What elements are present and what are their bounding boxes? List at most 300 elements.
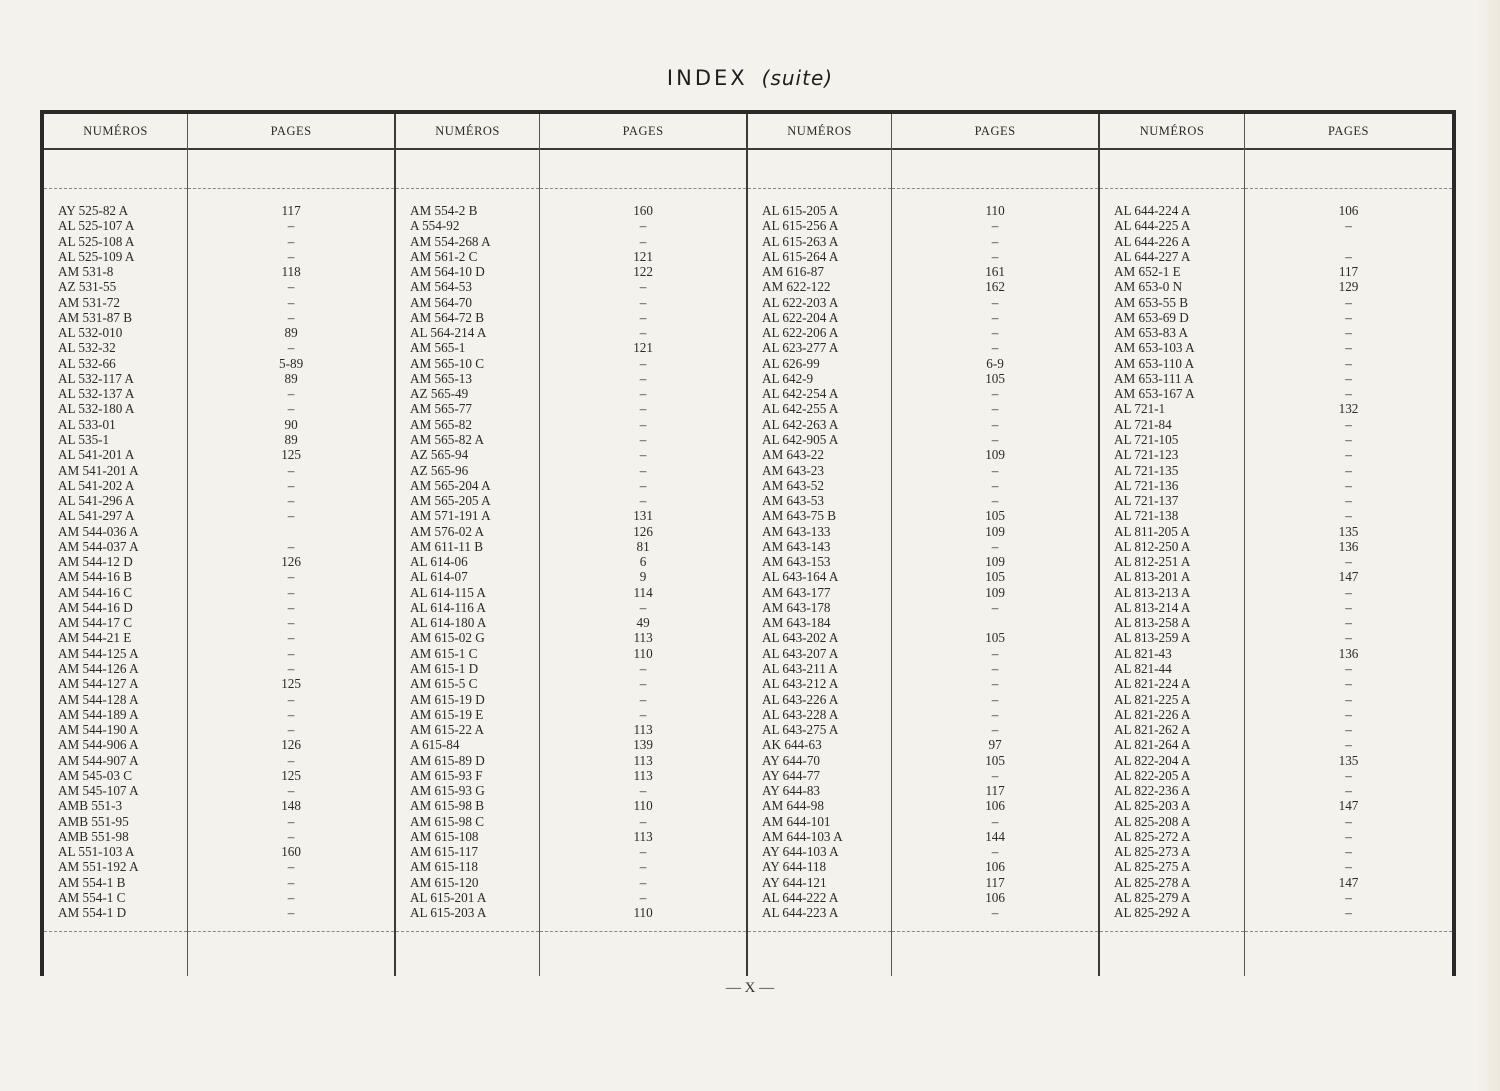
index-page-ref: – — [991, 233, 999, 249]
index-number: AL 551-103 A — [58, 844, 135, 860]
pages-list-1 — [188, 189, 394, 920]
index-number: AL 721-1 — [1114, 401, 1166, 417]
index-page-ref: – — [1345, 325, 1352, 341]
index-page-ref: 89 — [284, 370, 298, 386]
index-number: AM 544-906 A — [58, 737, 139, 753]
index-number: AM 615-98 C — [410, 813, 484, 829]
index-number: AM 643-133 — [762, 523, 831, 539]
title-suffix: (suite) — [761, 66, 834, 90]
index-page-ref: 147 — [1338, 569, 1359, 585]
index-number: AM 544-125 A — [58, 645, 139, 661]
index-number: AZ 565-96 — [410, 462, 469, 478]
index-number: AM 643-52 — [762, 477, 824, 493]
index-page-ref: – — [639, 279, 647, 295]
index-page-ref: 135 — [1338, 752, 1359, 768]
index-page-ref: – — [1345, 554, 1352, 570]
index-number: AL 825-275 A — [1114, 859, 1191, 875]
index-number: AL 821-44 — [1114, 660, 1172, 676]
index-number: AM 544-189 A — [58, 706, 139, 722]
index-page-ref: – — [1345, 386, 1352, 402]
index-number: AL 623-277 A — [762, 340, 839, 356]
index-number: AL 721-84 — [1114, 416, 1172, 432]
index-number: AM 643-153 — [762, 554, 831, 570]
index-page-ref: 49 — [636, 615, 650, 631]
index-page-ref: – — [991, 905, 999, 921]
index-number: AL 821-264 A — [1114, 737, 1191, 753]
index-number: AL 825-273 A — [1114, 844, 1191, 860]
index-number: AL 642-254 A — [762, 386, 839, 402]
index-number: AL 541-297 A — [58, 508, 135, 524]
index-number: AL 614-115 A — [410, 584, 486, 600]
foot-rule — [540, 931, 746, 932]
numeros-header: NUMÉROS — [396, 114, 539, 150]
index-page-ref: – — [991, 386, 999, 402]
index-page-ref: – — [1345, 706, 1352, 722]
index-page-ref: – — [287, 645, 295, 661]
index-number: AM 564-10 D — [410, 264, 485, 280]
index-block-4 — [1100, 114, 1452, 976]
index-page-ref: 105 — [985, 370, 1005, 386]
index-page-ref — [188, 524, 394, 539]
index-page-ref: 106 — [985, 889, 1005, 905]
index-page-ref: – — [1345, 584, 1352, 600]
index-number: AL 721-105 — [1114, 431, 1179, 447]
pages-header: PAGES — [1245, 114, 1452, 150]
index-page-ref: 117 — [1338, 264, 1359, 280]
index-page-ref: – — [639, 309, 647, 325]
index-page-ref: – — [1345, 828, 1352, 844]
index-number: AL 532-66 — [58, 355, 116, 371]
index-page-ref: – — [639, 706, 647, 722]
index-page-ref: 117 — [985, 783, 1005, 799]
index-page-ref: – — [287, 691, 295, 707]
index-number: AM 531-8 — [58, 264, 114, 280]
index-page-ref: 136 — [1338, 645, 1359, 661]
numeros-column-2 — [396, 114, 540, 976]
index-page-ref: – — [287, 218, 295, 234]
index-page-ref: 144 — [985, 828, 1005, 844]
index-page-ref: 121 — [633, 248, 653, 264]
index-page-ref: 105 — [985, 630, 1005, 646]
index-page-ref: – — [639, 783, 647, 799]
index-number: AY 644-118 — [762, 859, 827, 875]
index-page-ref: 113 — [633, 828, 653, 844]
index-number: AL 812-250 A — [1114, 538, 1191, 554]
index-page-ref: 113 — [633, 752, 653, 768]
foot-rule — [1245, 931, 1452, 932]
numeros-column-4 — [1100, 114, 1245, 976]
index-number: AM 565-13 — [410, 370, 472, 386]
index-page-ref: – — [639, 676, 647, 692]
index-page-ref: – — [287, 233, 295, 249]
index-page-ref: – — [287, 630, 295, 646]
index-page-ref: – — [991, 340, 999, 356]
index-page-ref: – — [1345, 722, 1352, 738]
index-page-ref: 109 — [985, 523, 1005, 539]
index-block-2 — [396, 114, 748, 976]
index-page-ref: – — [991, 218, 999, 234]
index-page-ref: – — [287, 309, 295, 325]
index-number: AL 525-109 A — [58, 248, 135, 264]
index-number: AL 622-204 A — [762, 309, 839, 325]
index-number: AL 644-224 A — [1114, 203, 1191, 218]
index-page-ref: – — [991, 844, 999, 860]
index-number: AM 544-127 A — [58, 676, 139, 692]
index-page-ref: – — [639, 660, 647, 676]
index-page-ref: – — [991, 477, 999, 493]
index-number: AM 531-72 — [58, 294, 120, 310]
index-page-ref: 125 — [281, 447, 301, 463]
index-page-ref: 131 — [633, 508, 653, 524]
index-number: AL 821-225 A — [1114, 691, 1191, 707]
blank-band — [748, 150, 891, 189]
index-number: AL 642-9 — [762, 370, 814, 386]
index-number: AY 644-121 — [762, 874, 827, 890]
index-number: AM 615-120 — [410, 874, 479, 890]
foot-rule — [396, 931, 539, 932]
index-page-ref: – — [639, 493, 647, 509]
index-page-ref: – — [1345, 676, 1352, 692]
index-page-ref: 126 — [281, 554, 301, 570]
index-page-ref: 5-89 — [278, 355, 304, 371]
index-page-ref: 113 — [633, 767, 653, 783]
index-page-ref: 106 — [985, 859, 1005, 875]
index-page-ref: – — [991, 538, 999, 554]
index-number: AY 525-82 A — [58, 203, 129, 218]
index-number: AM 643-75 B — [762, 508, 836, 524]
index-number: AL 811-205 A — [1114, 523, 1190, 539]
index-page-ref: – — [991, 401, 999, 417]
index-number: AZ 565-94 — [410, 447, 469, 463]
index-number: AM 551-192 A — [58, 859, 139, 875]
index-number: AM 644-103 A — [762, 828, 843, 844]
index-page-ref: 113 — [633, 722, 653, 738]
index-number: AL 821-224 A — [1114, 676, 1191, 692]
index-page-ref: 97 — [988, 737, 1002, 753]
blank-band — [540, 150, 746, 189]
index-number: AL 564-214 A — [410, 325, 487, 341]
index-page-ref: 109 — [985, 584, 1005, 600]
index-number: AL 614-07 — [410, 569, 468, 585]
index-number: AL 721-123 — [1114, 447, 1179, 463]
index-number: AM 544-036 A — [58, 523, 139, 539]
index-number: AL 532-32 — [58, 340, 116, 356]
index-table — [44, 114, 1452, 976]
index-page-ref: – — [287, 294, 295, 310]
index-page-ref: – — [991, 416, 999, 432]
index-number: AL 615-201 A — [410, 889, 487, 905]
index-page-ref: – — [991, 462, 999, 478]
index-page-ref: – — [639, 218, 647, 234]
index-number: AM 615-1 D — [410, 660, 479, 676]
index-number: AY 644-83 — [762, 783, 821, 799]
index-number: AM 565-1 — [410, 340, 466, 356]
index-number: AM 615-22 A — [410, 722, 484, 738]
pages-column-4 — [1245, 114, 1452, 976]
index-page-ref: – — [991, 645, 999, 661]
index-number: AL 541-296 A — [58, 493, 135, 509]
index-number: AL 825-292 A — [1114, 905, 1191, 921]
index-number: AL 615-263 A — [762, 233, 839, 249]
index-number: AL 721-137 — [1114, 493, 1179, 509]
index-number: AM 541-201 A — [58, 462, 139, 478]
index-number: AM 545-107 A — [58, 783, 139, 799]
index-page-ref: – — [991, 294, 999, 310]
index-page-ref: 162 — [985, 279, 1005, 295]
index-number: AM 615-93 F — [410, 767, 483, 783]
index-number: AM 615-5 C — [410, 676, 478, 692]
index-number: AL 721-135 — [1114, 462, 1179, 478]
index-page-ref: – — [991, 722, 999, 738]
index-page-ref: – — [287, 859, 295, 875]
index-block-1 — [44, 114, 396, 976]
index-number: AM 554-1 B — [58, 874, 126, 890]
index-number: AM 615-89 D — [410, 752, 485, 768]
index-page-ref: – — [639, 874, 647, 890]
index-page-ref: 117 — [985, 874, 1005, 890]
index-page-ref: – — [639, 477, 647, 493]
index-page-ref: – — [287, 248, 295, 264]
index-page-ref: – — [287, 508, 295, 524]
index-number: AM 531-87 B — [58, 309, 132, 325]
index-number: AM 565-204 A — [410, 477, 491, 493]
index-page-ref: 113 — [633, 630, 653, 646]
index-number: AM 615-19 E — [410, 706, 484, 722]
index-page-ref: – — [1345, 447, 1352, 463]
pages-list-3 — [892, 189, 1098, 920]
numeros-header: NUMÉROS — [44, 114, 187, 150]
index-number: AM 615-19 D — [410, 691, 485, 707]
index-number: AL 813-258 A — [1114, 615, 1191, 631]
index-number: AL 821-43 — [1114, 645, 1172, 661]
index-number: AK 644-63 — [762, 737, 822, 753]
index-number: AM 644-98 — [762, 798, 824, 814]
index-page-ref: – — [287, 905, 295, 921]
index-number: AL 622-203 A — [762, 294, 839, 310]
index-number: AM 653-103 A — [1114, 340, 1195, 356]
index-page-ref: 105 — [985, 752, 1005, 768]
index-number: AM 653-55 B — [1114, 294, 1188, 310]
pages-list-2 — [540, 189, 746, 920]
index-page-ref: – — [287, 706, 295, 722]
index-page-ref: – — [287, 783, 295, 799]
index-page-ref: – — [1345, 737, 1352, 753]
index-page-ref: – — [287, 538, 295, 554]
index-page-ref: – — [1345, 767, 1352, 783]
index-number: AL 615-264 A — [762, 248, 839, 264]
index-page-ref: – — [1345, 309, 1352, 325]
blank-band — [892, 150, 1098, 189]
foot-rule — [892, 931, 1098, 932]
index-page-ref: 160 — [633, 203, 653, 218]
index-page-ref: 90 — [284, 416, 298, 432]
index-number: AL 643-164 A — [762, 569, 839, 585]
index-number: AL 535-1 — [58, 431, 110, 447]
index-page-ref: – — [287, 386, 295, 402]
index-number: AM 571-191 A — [410, 508, 491, 524]
index-number: AM 653-167 A — [1114, 386, 1195, 402]
index-page-ref: – — [639, 294, 647, 310]
index-number: AL 642-905 A — [762, 431, 839, 447]
index-number: A 554-92 — [410, 218, 460, 234]
index-number: AMB 551-3 — [58, 798, 123, 814]
index-page-ref: – — [1345, 416, 1352, 432]
numeros-list-1 — [44, 189, 187, 920]
index-page-ref: – — [287, 401, 295, 417]
index-page-ref: – — [1345, 340, 1352, 356]
index-number: AL 825-278 A — [1114, 874, 1191, 890]
index-number: AL 813-259 A — [1114, 630, 1191, 646]
index-page-ref: – — [1345, 370, 1352, 386]
index-number: AM 643-177 — [762, 584, 831, 600]
index-page-ref: – — [991, 325, 999, 341]
index-number: AM 564-72 B — [410, 309, 484, 325]
index-page-ref: – — [1345, 813, 1352, 829]
index-page-ref: – — [287, 340, 295, 356]
index-page-ref: 114 — [633, 584, 653, 600]
pages-column-3 — [892, 114, 1098, 976]
index-page-ref: 105 — [985, 569, 1005, 585]
index-number: AM 653-110 A — [1114, 355, 1195, 371]
index-page-ref: – — [287, 599, 295, 615]
index-page-ref: 129 — [1338, 279, 1359, 295]
index-page-ref: – — [1345, 431, 1352, 447]
index-number: AM 615-98 B — [410, 798, 484, 814]
index-number: AL 541-202 A — [58, 477, 135, 493]
index-number: AL 642-263 A — [762, 416, 839, 432]
index-number: AL 644-227 A — [1114, 248, 1191, 264]
index-number: AL 532-010 — [58, 325, 123, 341]
index-number: AL 644-225 A — [1114, 218, 1191, 234]
index-page-ref: – — [639, 233, 647, 249]
index-page-ref: – — [287, 477, 295, 493]
index-number: AM 565-205 A — [410, 493, 491, 509]
index-page-ref: – — [287, 462, 295, 478]
index-page-ref: – — [991, 309, 999, 325]
index-number: AMB 551-98 — [58, 828, 129, 844]
index-number: AL 626-99 — [762, 355, 820, 371]
pages-header: PAGES — [540, 114, 746, 150]
index-page-ref: 139 — [633, 737, 653, 753]
index-page-ref: – — [1345, 859, 1352, 875]
index-page-ref: – — [639, 462, 647, 478]
index-number: AL 614-180 A — [410, 615, 487, 631]
index-page-ref: – — [287, 493, 295, 509]
index-page-ref: 126 — [281, 737, 301, 753]
table-right-rule — [1452, 110, 1456, 976]
index-page-ref: 110 — [985, 203, 1005, 218]
numeros-header: NUMÉROS — [748, 114, 891, 150]
index-number: AM 576-02 A — [410, 523, 484, 539]
index-number: AY 644-103 A — [762, 844, 839, 860]
scan-edge — [1476, 0, 1500, 1091]
index-page-ref: – — [639, 416, 647, 432]
index-page-ref: – — [639, 355, 647, 371]
blank-band — [188, 150, 394, 189]
index-page-ref: 147 — [1338, 798, 1359, 814]
index-number: AM 544-16 B — [58, 569, 132, 585]
index-page-ref: – — [287, 615, 295, 631]
index-number: AM 565-10 C — [410, 355, 484, 371]
index-page-ref: 6-9 — [986, 355, 1004, 371]
index-number: AL 644-222 A — [762, 889, 839, 905]
foot-rule — [188, 931, 394, 932]
foot-rule — [44, 931, 187, 932]
index-number: AL 644-226 A — [1114, 233, 1191, 249]
foot-rule — [748, 931, 891, 932]
index-number: AM 643-184 — [762, 615, 831, 631]
index-page-ref: 106 — [985, 798, 1005, 814]
index-number: AM 615-93 G — [410, 783, 485, 799]
index-number: AL 825-208 A — [1114, 813, 1191, 829]
index-number: AM 544-17 C — [58, 615, 132, 631]
index-number: AM 643-22 — [762, 447, 824, 463]
pages-list-4 — [1245, 189, 1452, 920]
index-number: AM 554-1 C — [58, 889, 126, 905]
title-text: INDEX — [666, 66, 748, 90]
index-page-ref: – — [991, 431, 999, 447]
index-page-ref: – — [1345, 248, 1352, 264]
index-page-ref: – — [287, 569, 295, 585]
index-number: AM 615-1 C — [410, 645, 478, 661]
index-page-ref: – — [287, 660, 295, 676]
index-page-ref: 126 — [633, 523, 653, 539]
index-number: AM 545-03 C — [58, 767, 132, 783]
index-page-ref: – — [1345, 599, 1352, 615]
index-page-ref: – — [1345, 508, 1352, 524]
index-page-ref: – — [639, 813, 647, 829]
index-page-ref: – — [1345, 493, 1352, 509]
index-page-ref: – — [287, 813, 295, 829]
blank-band — [396, 150, 539, 189]
index-number: AMB 551-95 — [58, 813, 129, 829]
index-number: AL 812-251 A — [1114, 554, 1191, 570]
index-page-ref: 9 — [639, 569, 647, 585]
index-page-ref: – — [1345, 477, 1352, 493]
index-number: AZ 565-49 — [410, 386, 469, 402]
blank-band — [44, 150, 187, 189]
index-number: AM 643-53 — [762, 493, 824, 509]
foot-rule — [1100, 931, 1244, 932]
index-page-ref: 125 — [281, 767, 301, 783]
index-number: AL 721-138 — [1114, 508, 1179, 524]
index-number: AM 565-82 — [410, 416, 472, 432]
index-page-ref: – — [639, 370, 647, 386]
index-number: AM 544-037 A — [58, 538, 139, 554]
numeros-list-2 — [396, 189, 539, 920]
index-page-ref: 125 — [281, 676, 301, 692]
index-number: AL 813-201 A — [1114, 569, 1191, 585]
index-number: AL 822-204 A — [1114, 752, 1191, 768]
index-number: AM 615-118 — [410, 859, 479, 875]
index-number: AM 615-02 G — [410, 630, 485, 646]
index-number: AM 652-1 E — [1114, 264, 1181, 280]
index-block-3 — [748, 114, 1100, 976]
numeros-list-4 — [1100, 189, 1244, 920]
index-page-ref: – — [1345, 889, 1352, 905]
index-number: AM 622-122 — [762, 279, 831, 295]
index-page-ref: – — [1345, 905, 1352, 921]
index-number: AM 653-69 D — [1114, 309, 1189, 325]
index-number: AL 532-117 A — [58, 370, 134, 386]
index-page-ref: – — [639, 889, 647, 905]
index-number: AL 822-205 A — [1114, 767, 1191, 783]
index-page-ref: – — [287, 584, 295, 600]
index-number: AL 525-107 A — [58, 218, 135, 234]
index-page-ref: – — [991, 660, 999, 676]
index-number: AL 643-228 A — [762, 706, 839, 722]
index-number: AL 643-211 A — [762, 660, 838, 676]
